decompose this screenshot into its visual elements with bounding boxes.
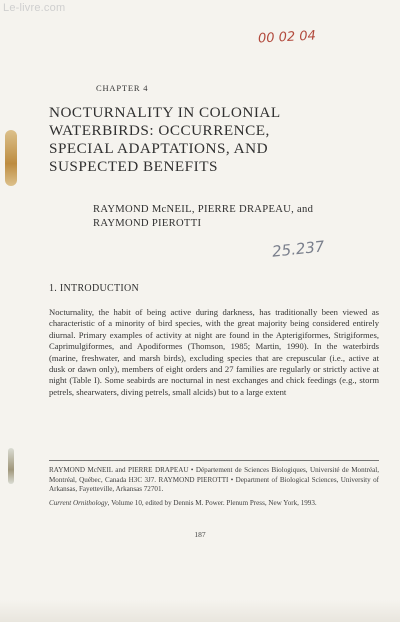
watermark: Le-livre.com <box>3 2 66 14</box>
footnote-affiliations: RAYMOND McNEIL and PIERRE DRAPEAU • Département de Sciences Biologiques, Université de Montréal, Montréal, Québec, Canada H3C 3J7. RAYMOND PIEROTTI • Department of Biological Sciences, University of Arkansas, Fayetteville, Arkansas 72701. <box>49 466 379 494</box>
title-line: NOCTURNALITY IN COLONIAL <box>49 104 281 121</box>
author-list <box>93 203 383 231</box>
binding-stain <box>5 130 17 186</box>
title-line: SUSPECTED BENEFITS <box>49 158 218 175</box>
footnote-block <box>49 466 379 512</box>
page-bottom-edge <box>0 600 400 622</box>
handwritten-note-mid: 25.237 <box>271 237 326 261</box>
section-heading: 1. INTRODUCTION <box>49 283 140 294</box>
chapter-title <box>49 104 369 176</box>
title-line: SPECIAL ADAPTATIONS, AND <box>49 140 269 157</box>
footnote-divider <box>49 460 379 461</box>
author-line: RAYMOND McNEIL, PIERRE DRAPEAU, and <box>93 204 314 215</box>
title-line: WATERBIRDS: OCCURRENCE, <box>49 122 270 139</box>
chapter-label: CHAPTER 4 <box>96 83 149 93</box>
handwritten-note-top: 00 02 04 <box>257 28 317 47</box>
journal-name: Current Ornithology <box>49 498 108 507</box>
binding-mark <box>8 448 14 484</box>
footnote-citation-text: Current Ornithology, Volume 10, edited by Dennis M. Power. Plenum Press, New York, 1993. <box>49 498 317 507</box>
page-number: 187 <box>194 530 206 539</box>
body-paragraph: Nocturnality, the habit of being active during darkness, has traditionally been viewed as characteristic of a minority of bird species, with the great majority being considered entirely diurnal. Primary examples of activity at night are found in the Apterigiformes, Strigiformes, Caprimulgiformes, and Apodiformes (Thomson, 1985; Martin, 1990). In the waterbirds (marine, freshwater, and marsh birds), excluding species that are crepuscular (i.e., active at dusk or dawn only), members of eight orders and 27 families are regularly or strictly active at night (Table I). Some seabirds are nocturnal in nest exchanges and chick feedings (e.g., storm petrels, shearwaters, diving petrels, small alcids) but to a large extent <box>49 307 379 397</box>
footnote-citation <box>49 499 379 509</box>
author-line: RAYMOND PIEROTTI <box>93 218 202 229</box>
